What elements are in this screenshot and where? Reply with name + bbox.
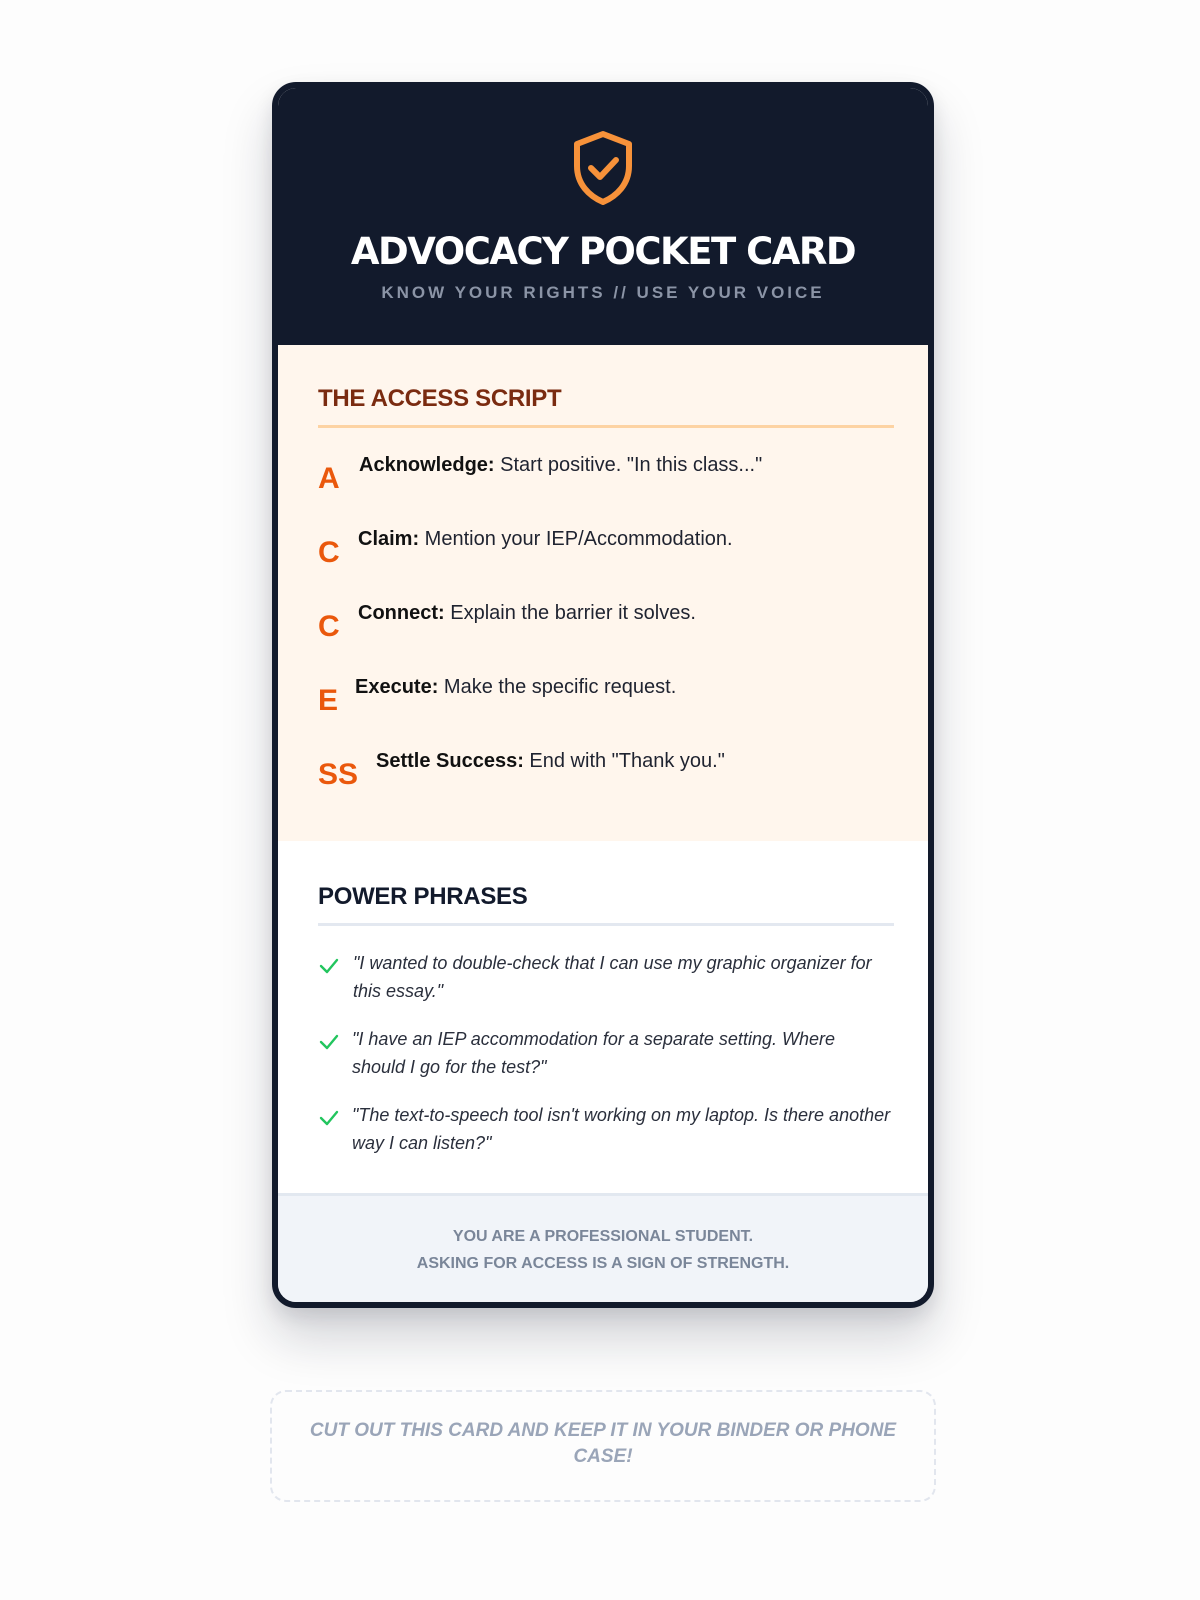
card-subtitle: KNOW YOUR RIGHTS // USE YOUR VOICE [381, 283, 825, 302]
step-term: Settle Success: [376, 750, 524, 772]
card-title: ADVOCACY POCKET CARD [350, 230, 856, 273]
step-letter: SS [318, 758, 359, 791]
step-term: Connect: [358, 602, 445, 624]
card-header [278, 88, 928, 345]
script-step-connect [318, 600, 894, 650]
step-description [358, 600, 696, 626]
script-step-claim [318, 526, 894, 576]
power-phrases-section [278, 841, 928, 1199]
check-icon [318, 957, 340, 975]
power-phrase-text: "I have an IEP accommodation for a separate setting. Where should I go for the test?" [352, 1029, 835, 1077]
step-detail: Start positive. "In this class..." [494, 454, 763, 476]
step-letter: A [318, 462, 340, 495]
script-step-execute [318, 674, 894, 724]
access-script-title: THE ACCESS SCRIPT [318, 385, 562, 412]
step-term: Execute: [355, 676, 439, 698]
advocacy-pocket-card [272, 82, 934, 1308]
cut-out-note: CUT OUT THIS CARD AND KEEP IT IN YOUR BINDER OR PHONE CASE! [270, 1390, 936, 1502]
step-term: Acknowledge: [359, 454, 495, 476]
footer-line-2: ASKING FOR ACCESS IS A SIGN OF STRENGTH. [416, 1255, 790, 1272]
power-phrase-text: "I wanted to double-check that I can use my graphic organizer for this essay." [353, 953, 872, 1001]
step-letter: C [318, 536, 340, 569]
power-phrases-divider [318, 923, 894, 926]
step-description [376, 748, 725, 774]
access-script-section [278, 345, 928, 841]
step-detail: Mention your IEP/Accommodation. [419, 528, 733, 550]
script-step-settle-success [318, 748, 894, 798]
step-description [358, 526, 733, 552]
step-letter: C [318, 610, 340, 643]
check-icon [318, 1033, 340, 1051]
power-phrase-text: "The text-to-speech tool isn't working on my laptop. Is there another way I can listen?" [352, 1105, 891, 1153]
power-phrases-title: POWER PHRASES [318, 883, 528, 910]
step-description [359, 452, 762, 478]
step-letter: E [318, 684, 339, 717]
script-step-acknowledge [318, 452, 894, 502]
shield-check-icon [571, 130, 635, 206]
step-detail: End with "Thank you." [523, 750, 725, 772]
check-icon [318, 1109, 340, 1127]
card-footer [278, 1193, 928, 1302]
access-script-divider [318, 425, 894, 428]
step-detail: Make the specific request. [438, 676, 677, 698]
step-description [355, 674, 676, 700]
step-term: Claim: [358, 528, 420, 550]
step-detail: Explain the barrier it solves. [444, 602, 696, 624]
footer-line-1: YOU ARE A PROFESSIONAL STUDENT. [452, 1228, 754, 1245]
